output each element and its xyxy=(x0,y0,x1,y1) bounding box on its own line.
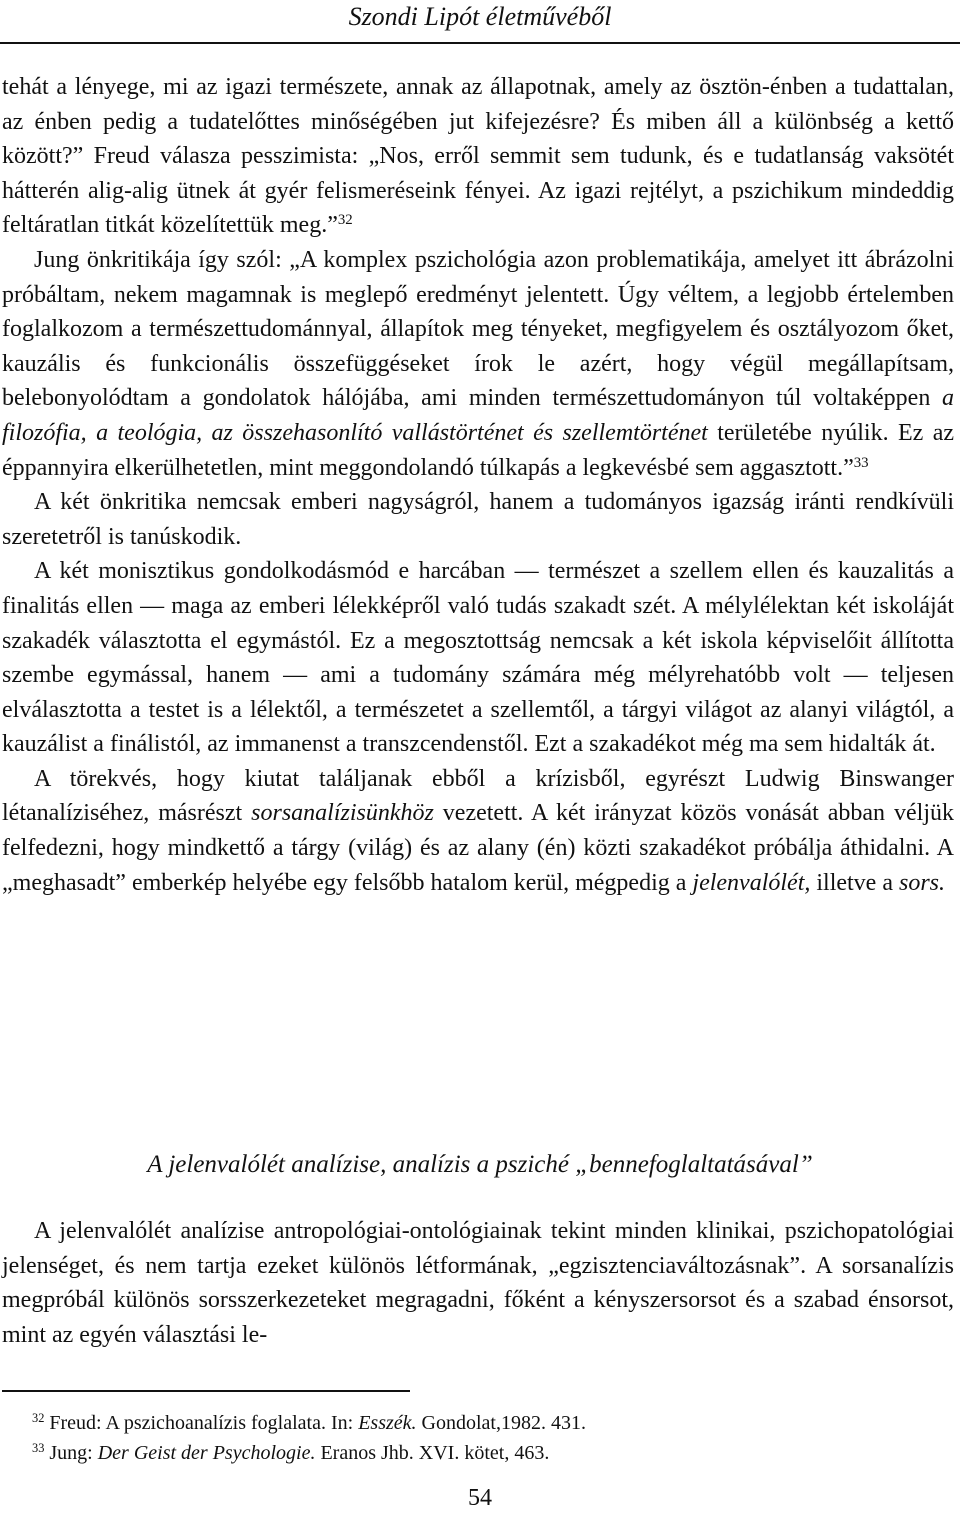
italic-text: jelenvalólét, xyxy=(692,869,811,896)
italic-text: Der Geist der Psychologie. xyxy=(97,1442,316,1464)
text-run: Gondolat,1982. 431. xyxy=(416,1412,586,1434)
footnote xyxy=(32,1438,932,1468)
text-run: Freud: A pszichoanalízis foglalata. In: xyxy=(49,1412,359,1434)
italic-text: a filozófia, a teológia, az összehasonlító vallástörténet és szellemtörténet xyxy=(2,385,954,446)
text-run: A két monisztikus gondolkodásmód e harcában — természet a szellem ellen és kauzalitás a finalitás ellen — maga az emberi lélekképről való tudás szakadt szét. A mélylélektan két iskoláját szakadék választotta el egymástól. Ez a megosztottság nemcsak a két iskola képviselőit állította szembe egymással, hanem — ami a tudomány számára még mélyrehatóbb volt — teljesen elválasztotta a testet is a lélektől, a természetet a szellemtől, a tárgyi világot az alanyi világtól, a kauzálist a finálistól, az immanenst a transzcendenstől. Ezt a szakadékot még ma sem hidalták át. xyxy=(2,558,954,758)
footnotes xyxy=(32,1408,932,1468)
footnote-ref: 32 xyxy=(337,212,353,229)
footnote-number: 32 xyxy=(32,1411,45,1426)
footnote-number: 33 xyxy=(32,1441,45,1456)
text-run: A két önkritika nemcsak emberi nagyságról, hanem a tudományos igazság iránti rendkívüli szeretetről is tanúskodik. xyxy=(2,489,954,550)
running-header-title: Szondi Lipót életművéből xyxy=(348,2,612,31)
footnote-rule xyxy=(2,1390,410,1392)
footnote-ref: 33 xyxy=(853,454,869,471)
section-paragraph: A jelenvalólét analízise antropológiai-ontológiainak tekint minden klinikai, pszichopatológiai jelenséget, és nem tartja ezeket különös létformának, „egzisztenciaváltozásnak”. A sorsanalízis megpróbál különös sorsszerkezeteket megragadni, főként a kényszersorsot és a szabad énsorsot, mint az egyén választási le- xyxy=(2,1218,954,1348)
text-run: Eranos Jhb. XVI. kötet, 463. xyxy=(315,1442,550,1464)
text-run: tehát a lényege, mi az igazi természete, annak az állapotnak, amely az ösztön-énben a tudattalan, az énben pedig a tudatelőttes minőségében jut kifejezésre? És miben áll a különbség a kettő között?” Freud válasza pesszimista: „Nos, erről semmit sem tudunk, és e tudatlanság vaksötét hátterén alig-alig ütnek át gyér felismeréseink fényei. Az igazi rejtélyt, a pszichikum mindeddig feltáratlan titkát közelítettük meg.” xyxy=(2,74,954,239)
text-run: vezetett. A két irányzat közös vonását abban véljük felfedezni, hogy mindkettő a tárgy (világ) és az alany (én) közti szakadékot próbálja áthidalni. A „meghasadt” emberkép helyébe egy felsőbb hatalom kerül, mégpedig a xyxy=(2,800,955,896)
paragraph xyxy=(2,554,954,762)
text-run: illetve a xyxy=(810,869,899,896)
text-run: Jung önkritikája így szól: „A komplex pszichológia azon problematikája, amelyet itt ábrázolni próbáltam, nekem magamnak is meglepő eredményt jelentett. Úgy véltem, a legjobb értelemben foglalkozom a természettudománnyal, állapítok meg tényeket, megfigyelem és osztályozom őket, kauzális és funkcionális összefüggéseket írok le azért, hogy végül megállapítsam, belebonyolódtam a gondolatok hálójába, ami minden természettudományon túl voltaképpen xyxy=(2,246,954,412)
body-text xyxy=(2,70,954,900)
paragraph xyxy=(2,243,954,485)
italic-text: sorsanalízisünkhöz xyxy=(251,800,434,827)
section-body xyxy=(2,1214,954,1352)
paragraph xyxy=(2,70,954,243)
italic-text: sors. xyxy=(899,869,946,896)
running-header xyxy=(0,0,960,44)
text-run: A törekvés, hogy kiutat találjanak ebből a krízisből, egyrészt Ludwig Binswanger létanalíziséhez, másrészt xyxy=(2,765,954,827)
paragraph xyxy=(2,762,954,900)
text-run: Jung: xyxy=(49,1442,98,1464)
italic-text: Esszék. xyxy=(358,1412,417,1434)
footnote xyxy=(32,1408,932,1438)
paragraph xyxy=(2,485,954,554)
page-number: 54 xyxy=(468,1485,492,1511)
section-heading: A jelenvalólét analízise, analízis a psziché „bennefoglaltatásával” xyxy=(147,1151,813,1178)
text-run: területébe nyúlik. Ez az éppannyira elkerülhetetlen, mint meggondolandó túlkapás a legkevésbé sem aggasztott.” xyxy=(2,419,954,481)
